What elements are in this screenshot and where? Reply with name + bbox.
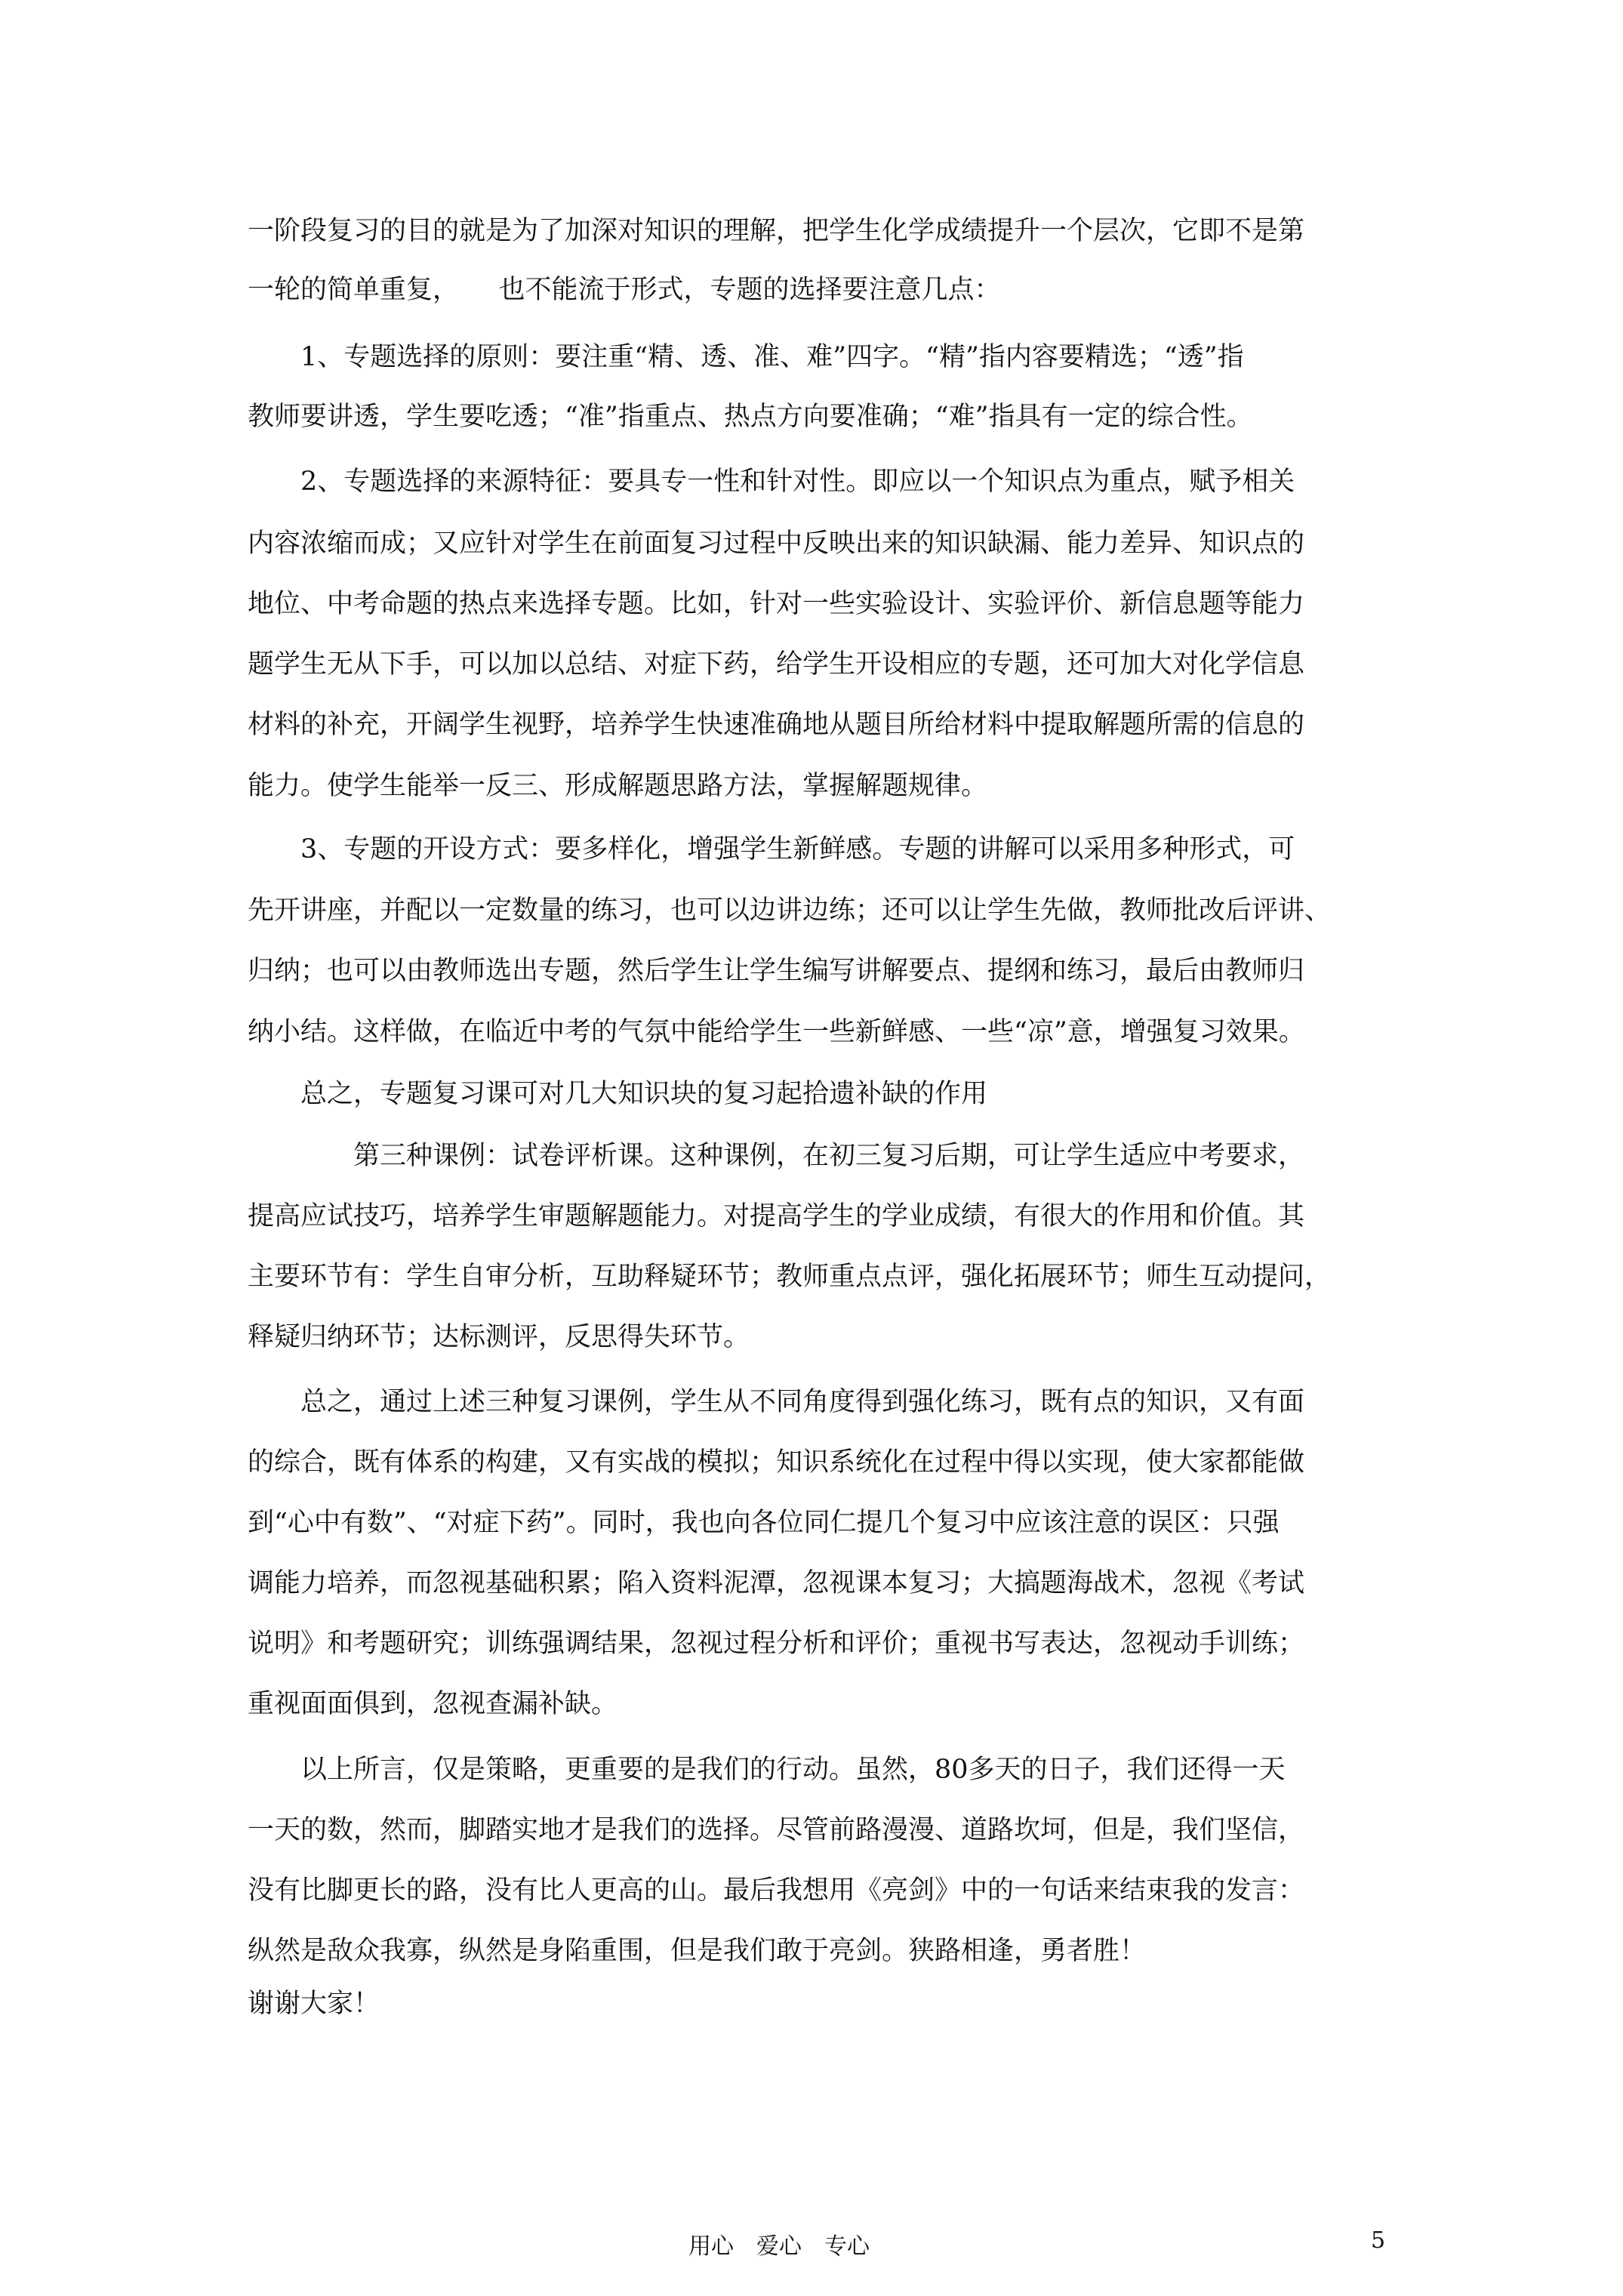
- body-line: 总之，专题复习课可对几大知识块的复习起拾遗补缺的作用: [300, 1079, 988, 1109]
- body-line: 3、专题的开设方式：要多样化，增强学生新鲜感。专题的讲解可以采用多种形式，可: [300, 834, 1295, 864]
- body-line: 1、专题选择的原则：要注重“精、透、准、难”四字。“精”指内容要精选；“透”指: [300, 342, 1244, 372]
- body-line: 纵然是敌众我寡，纵然是身陷重围，但是我们敢于亮剑。狭路相逢，勇者胜！: [248, 1936, 1147, 1966]
- body-line: 提高应试技巧，培养学生审题解题能力。对提高学生的学业成绩，有很大的作用和价值。其: [248, 1201, 1305, 1231]
- body-line: 主要环节有：学生自审分析，互助释疑环节；教师重点点评，强化拓展环节；师生互动提问，: [248, 1262, 1332, 1292]
- body-line: 教师要讲透，学生要吃透；“准”指重点、热点方向要准确；“难”指具有一定的综合性。: [248, 402, 1253, 432]
- body-line: 说明》和考题研究；训练强调结果，忽视过程分析和评价；重视书写表达，忽视动手训练；: [248, 1629, 1305, 1659]
- body-line: 材料的补充，开阔学生视野，培养学生快速准确地从题目所给材料中提取解题所需的信息的: [248, 710, 1305, 740]
- body-line: 以上所言，仅是策略，更重要的是我们的行动。虽然，80多天的日子，我们还得一天: [300, 1755, 1286, 1785]
- body-line: 纳小结。这样做，在临近中考的气氛中能给学生一些新鲜感、一些“凉”意，增强复习效果。: [248, 1017, 1305, 1047]
- page-number: 5: [1371, 2227, 1386, 2254]
- body-line: 一天的数，然而，脚踏实地才是我们的选择。尽管前路漫漫、道路坎坷，但是，我们坚信，: [248, 1815, 1305, 1845]
- body-line: 调能力培养，而忽视基础积累；陷入资料泥潭，忽视课本复习；大搞题海战术，忽视《考试: [248, 1568, 1305, 1598]
- body-line: 一轮的简单重复， 也不能流于形式，专题的选择要注意几点：: [248, 275, 1001, 305]
- body-line: 总之，通过上述三种复习课例，学生从不同角度得到强化练习，既有点的知识，又有面: [300, 1387, 1305, 1417]
- body-line: 先开讲座，并配以一定数量的练习，也可以边讲边练；还可以让学生先做，教师批改后评讲、: [248, 895, 1332, 926]
- body-line: 谢谢大家！: [248, 1989, 380, 2019]
- body-line: 2、专题选择的来源特征：要具专一性和针对性。即应以一个知识点为重点，赋予相关: [300, 467, 1295, 497]
- body-line: 内容浓缩而成；又应针对学生在前面复习过程中反映出来的知识缺漏、能力差异、知识点的: [248, 529, 1305, 559]
- body-line: 重视面面俱到，忽视查漏补缺。: [248, 1689, 618, 1719]
- body-line: 的综合，既有体系的构建，又有实战的模拟；知识系统化在过程中得以实现，使大家都能做: [248, 1447, 1305, 1478]
- body-line: 到“心中有数”、“对症下药”。同时，我也向各位同仁提几个复习中应该注意的误区：只强: [248, 1508, 1280, 1538]
- footer-motto: 用心 爱心 专心: [688, 2233, 870, 2260]
- body-line: 没有比脚更长的路，没有比人更高的山。最后我想用《亮剑》中的一句话来结束我的发言：: [248, 1875, 1305, 1906]
- body-line: 第三种课例：试卷评析课。这种课例，在初三复习后期，可让学生适应中考要求，: [353, 1141, 1305, 1171]
- body-line: 地位、中考命题的热点来选择专题。比如，针对一些实验设计、实验评价、新信息题等能力: [248, 589, 1305, 619]
- body-line: 一阶段复习的目的就是为了加深对知识的理解，把学生化学成绩提升一个层次，它即不是第: [248, 216, 1305, 246]
- body-line: 释疑归纳环节；达标测评，反思得失环节。: [248, 1322, 750, 1352]
- body-line: 题学生无从下手，可以加以总结、对症下药，给学生开设相应的专题，还可加大对化学信息: [248, 649, 1305, 680]
- body-line: 能力。使学生能举一反三、形成解题思路方法，掌握解题规律。: [248, 771, 988, 801]
- body-line: 归纳；也可以由教师选出专题，然后学生让学生编写讲解要点、提纲和练习，最后由教师归: [248, 956, 1305, 986]
